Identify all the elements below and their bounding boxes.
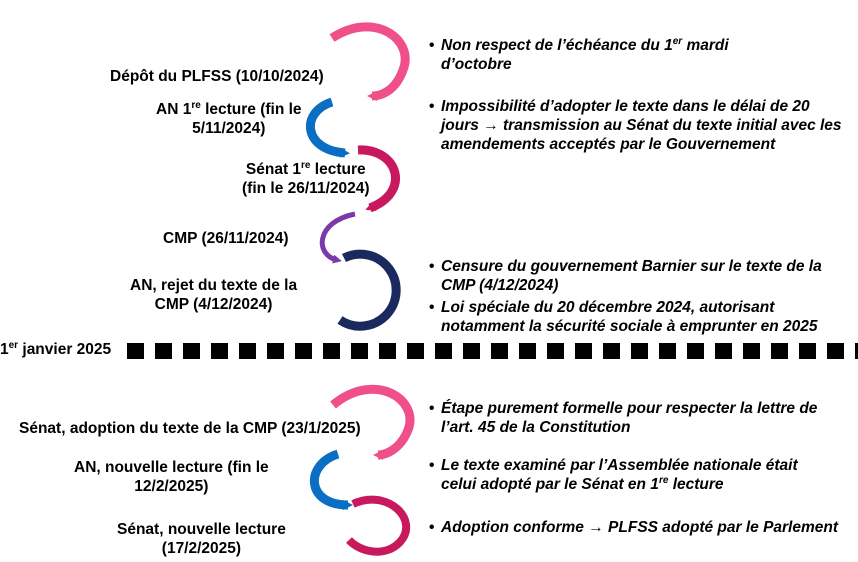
- note-etape-formelle: • Étape purement formelle pour respecter la lettre de l’art. 45 de la Constitution: [429, 400, 818, 436]
- note-censure: • Censure du gouvernement Barnier sur le texte de la CMP (4/12/2024): [429, 258, 822, 294]
- note-texte-examine: • Le texte examiné par l’Assemblée nationale était celui adopté par le Sénat en 1re lecture: [429, 457, 798, 493]
- step-label-senat-adoption: Sénat, adoption du texte de la CMP (23/1/2025): [19, 420, 361, 437]
- step-label-cmp: CMP (26/11/2024): [163, 230, 289, 247]
- step-label-senat1: Sénat 1re lecture (fin le 26/11/2024): [242, 160, 370, 197]
- step-label-an1: AN 1re lecture (fin le 5/11/2024): [156, 100, 302, 137]
- bullet-icon: •: [429, 519, 435, 536]
- note-echeance: • Non respect de l’échéance du 1er mardi d’octobre: [429, 36, 729, 73]
- arrow-senat-nouvelle: [349, 500, 406, 552]
- bullet-icon: •: [429, 258, 435, 275]
- step-label-senat-nouvelle: Sénat, nouvelle lecture (17/2/2025): [117, 521, 286, 557]
- bullet-icon: •: [429, 37, 435, 54]
- arrow-an-rejet: [340, 254, 396, 326]
- note-adoption-conforme: • Adoption conforme → PLFSS adopté par le Parlement: [429, 519, 839, 536]
- arrow-an-nouvelle: [314, 454, 348, 505]
- bullet-icon: •: [429, 299, 435, 316]
- bullet-icon: •: [429, 400, 435, 417]
- step-label-depot: Dépôt du PLFSS (10/10/2024): [110, 68, 324, 85]
- bullet-icon: •: [429, 457, 435, 474]
- divider-label: 1er janvier 2025: [0, 340, 112, 358]
- arrow-depot: [332, 27, 405, 96]
- step-label-an-nouvelle: AN, nouvelle lecture (fin le 12/2/2025): [74, 459, 269, 495]
- note-impossibilite: • Impossibilité d’adopter le texte dans le délai de 20 jours → transmission au Sénat du texte initial avec les amendements acceptés par le Gouvernement: [429, 98, 842, 153]
- bullet-icon: •: [429, 98, 435, 115]
- step-label-an-rejet: AN, rejet du texte de la CMP (4/12/2024): [130, 277, 298, 313]
- note-loi-speciale: • Loi spéciale du 20 décembre 2024, autorisant notamment la sécurité sociale à emprunter en 2025: [429, 299, 818, 335]
- arrow-an1: [310, 102, 345, 153]
